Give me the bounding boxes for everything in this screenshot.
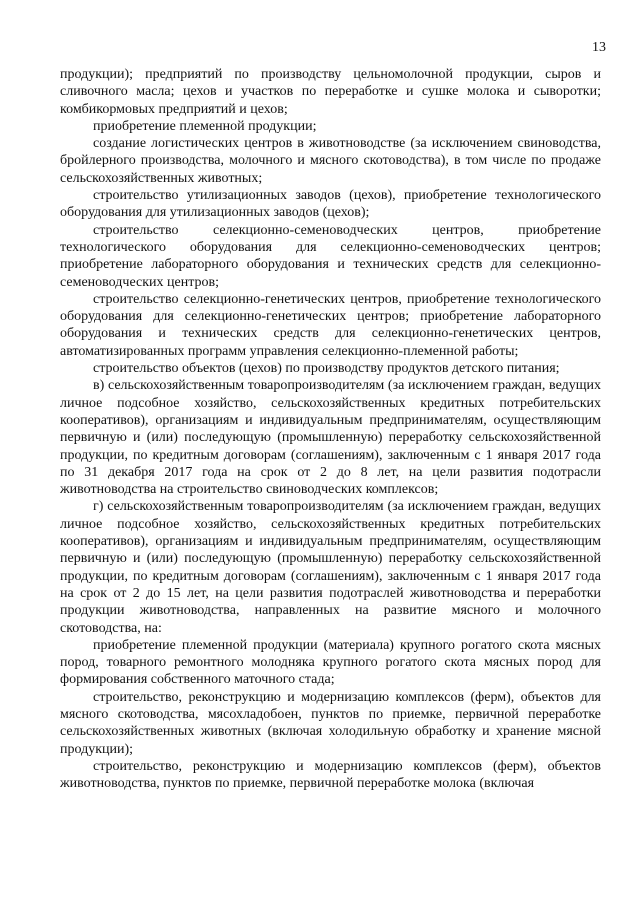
- paragraph-6: строительство селекционно-генетических центров, приобретение технологического оборудования для селекционно-генетических центров; приобретение лабораторного оборудования и технических средств для селекционно-генетических центров, автоматизированных программ управления селекционно-племенной работы;: [60, 291, 601, 359]
- paragraph-2: приобретение племенной продукции;: [93, 118, 317, 134]
- paragraph-8: в) сельскохозяйственным товаропроизводителям (за исключением граждан, ведущих личное подсобное хозяйство, сельскохозяйственных кредитных потребительских кооперативов), организациям и индивидуальным предпринимателям, осуществляющим первичную и (или) последующую (промышленную) переработку сельскохозяйственной продукции, по кредитным договорам (соглашениям), заключенным с 1 января 2017 года по 31 декабря 2017 года на срок от 2 до 8 лет, на цели развития подотрасли животноводства на строительство свиноводческих комплексов;: [60, 378, 601, 498]
- paragraph-9: г) сельскохозяйственным товаропроизводителям (за исключением граждан, ведущих личное подсобное хозяйство, сельскохозяйственных кредитных потребительских кооперативов), организациям и индивидуальным предпринимателям, осуществляющим первичную и (или) последующую (промышленную) переработку сельскохозяйственной продукции, по кредитным договорам (соглашениям), заключенным с 1 января 2017 года на срок от 2 до 15 лет, на цели развития подотраслей животноводства и переработки продукции животноводства, направленных на развитие мясного и молочного скотоводства, на:: [60, 499, 601, 636]
- paragraph-1: продукции); предприятий по производству цельномолочной продукции, сыров и сливочного масла; цехов и участков по переработке и сушке молока и сыворотки; комбикормовых предприятий и цехов;: [60, 67, 601, 117]
- page-number: 13: [592, 40, 606, 55]
- paragraph-11: строительство, реконструкцию и модернизацию комплексов (ферм), объектов для мясного скотоводства, мясохладобоен, пунктов по приемке, первичной переработке сельскохозяйственных животных (включая холодильную обработку и хранение мясной продукции);: [60, 689, 601, 757]
- paragraph-10: приобретение племенной продукции (материала) крупного рогатого скота мясных пород, товарного ремонтного молодняка крупного рогатого скота мясных пород для формирования собственного маточного стада;: [60, 637, 601, 688]
- paragraph-7: строительство объектов (цехов) по производству продуктов детского питания;: [93, 361, 560, 377]
- paragraph-4: строительство утилизационных заводов (цехов), приобретение технологического оборудования для утилизационных заводов (цехов);: [60, 188, 601, 221]
- document-body: [60, 66, 601, 792]
- paragraph-12: строительство, реконструкцию и модернизацию комплексов (ферм), объектов животноводства, пунктов по приемке, первичной переработке молока (включая: [60, 758, 601, 792]
- paragraph-5: строительство селекционно-семеноводческих центров, приобретение технологического оборудования для селекционно-семеноводческих центров; приобретение лабораторного оборудования и технических средств для селекционно-семеноводческих центров;: [60, 222, 601, 290]
- paragraph-3: создание логистических центров в животноводстве (за исключением свиноводства, бройлерного производства, молочного и мясного скотоводства), в том числе по продаже сельскохозяйственных животных;: [60, 136, 601, 186]
